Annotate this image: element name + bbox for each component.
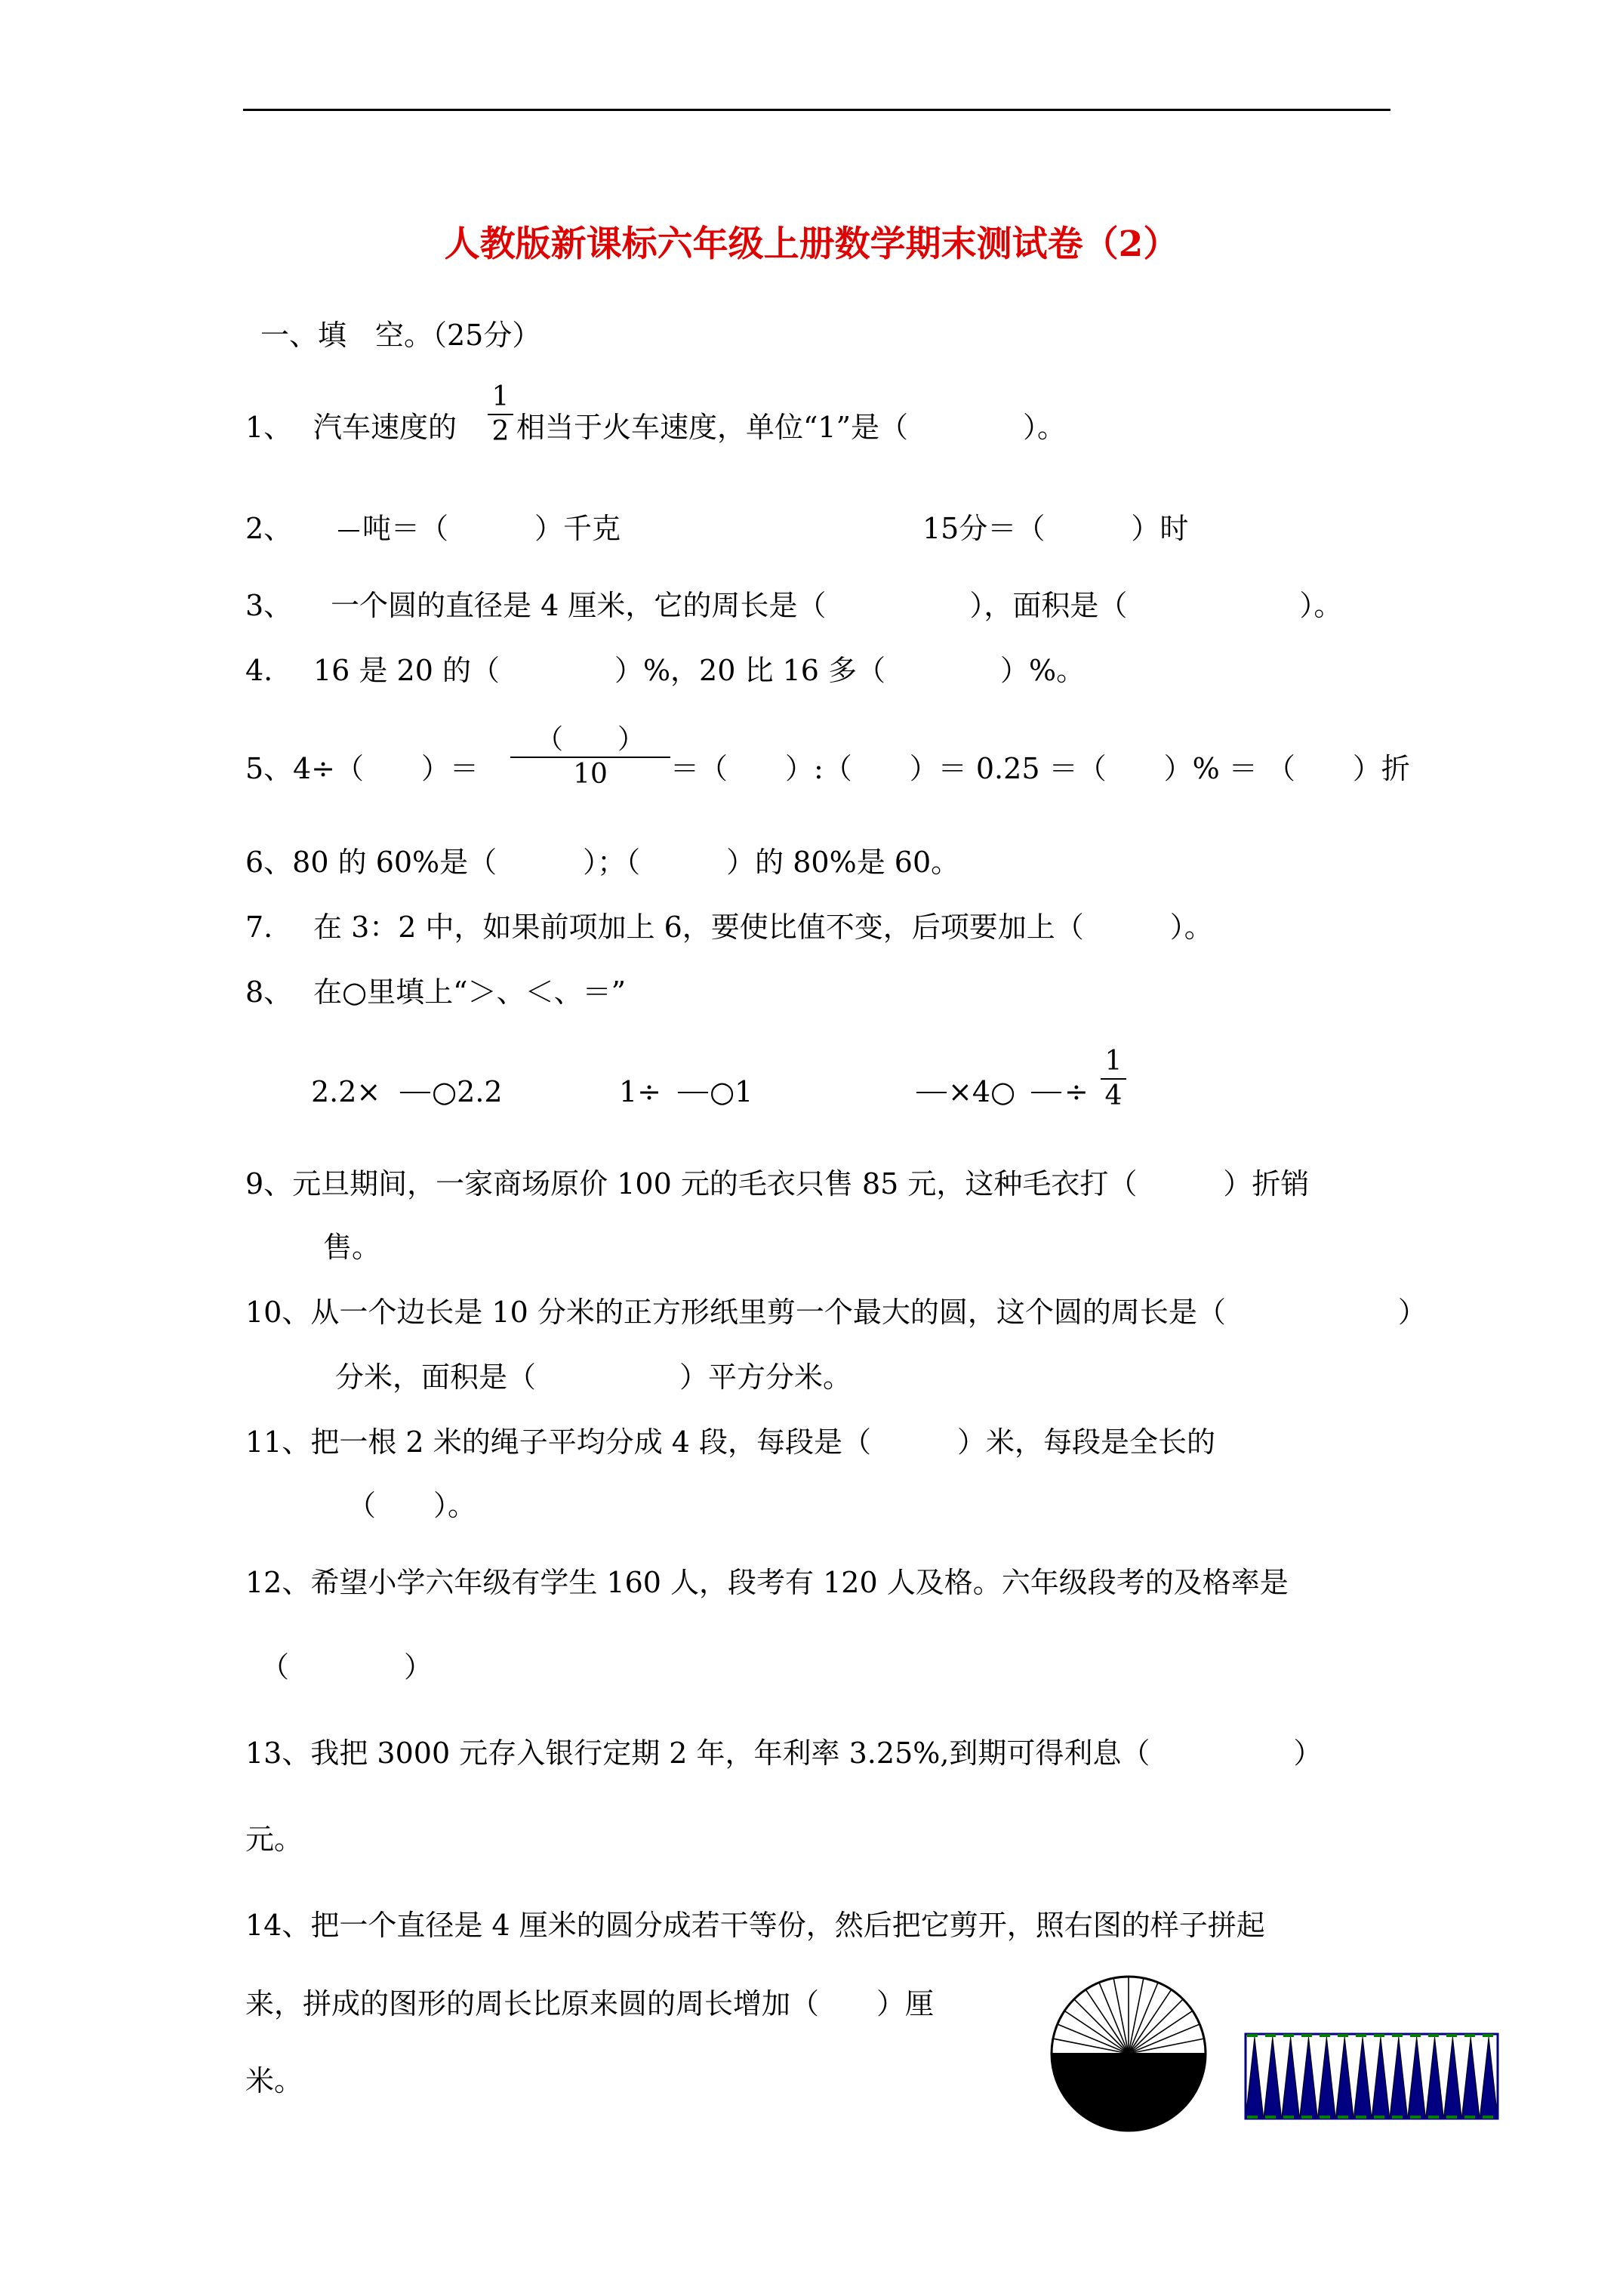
q1-fraction <box>488 382 513 447</box>
section-heading: 一、填 空。（25分） <box>260 319 541 352</box>
q8-fraction-numerator: 1 <box>1104 1046 1123 1077</box>
q8-expr1-blank <box>400 1092 430 1093</box>
q10-line1: 10、从一个边长是 10 分米的正方形纸里剪一个最大的圆，这个圆的周长是（ ） <box>245 1296 1427 1329</box>
q4-number: 4. <box>245 654 273 687</box>
sector-triangle <box>1335 2037 1354 2119</box>
q2-text-b: 15分＝（ ）时 <box>922 512 1189 545</box>
sector-triangle <box>1480 2037 1498 2119</box>
q14-line2: 来，拼成的图形的周长比原来圆的周长增加（ ）厘 <box>245 1987 935 2020</box>
rearranged-shape-diagram <box>1244 2031 1501 2125</box>
lower-half-filled <box>1052 2054 1206 2131</box>
q9-line1: 9、元旦期间，一家商场原价 100 元的毛衣只售 85 元，这种毛衣打（ ）折销 <box>245 1167 1310 1200</box>
sector-triangle <box>1246 2037 1264 2119</box>
q14-line3: 米。 <box>245 2064 303 2097</box>
sector-line <box>1074 1999 1129 2054</box>
q5-fraction <box>510 725 670 790</box>
fraction-bar <box>488 414 513 415</box>
q4-text: 16 是 20 的（ ）%，20 比 16 多（ ）%。 <box>313 654 1086 687</box>
q5-number: 5、 <box>245 752 293 785</box>
q12-line1: 12、希望小学六年级有学生 160 人，段考有 120 人及格。六年级段考的及格率是 <box>245 1566 1289 1599</box>
q2-number: 2、 <box>245 512 293 545</box>
q1-text-b: 相当于火车速度，单位“1”是（ ）。 <box>516 411 1067 444</box>
q1-text-a: 汽车速度的 <box>313 411 457 444</box>
q8-expr1-b: ○2.2 <box>432 1075 503 1108</box>
q1-fraction-denominator: 2 <box>491 416 510 447</box>
q5-fraction-numerator: （ ） <box>535 724 645 755</box>
q13-line1: 13、我把 3000 元存入银行定期 2 年，年利率 3.25%,到期可得利息（ ） <box>245 1737 1323 1770</box>
fraction-bar <box>510 757 670 758</box>
header-rule <box>243 109 1390 111</box>
sector-triangle <box>1426 2037 1444 2119</box>
q8-expr2-blank <box>678 1092 708 1093</box>
q13-line2: 元。 <box>245 1823 303 1856</box>
q5-fraction-denominator: 10 <box>573 759 608 790</box>
q3-text: 一个圆的直径是 4 厘米，它的周长是（ ），面积是（ ）。 <box>331 589 1343 622</box>
q7-text: 在 3：2 中，如果前项加上 6，要使比值不变，后项要加上（ ）。 <box>313 911 1213 944</box>
sector-triangle <box>1390 2037 1408 2119</box>
rearranged-sectors <box>1246 2037 1498 2119</box>
q8-expr3-c: ÷ <box>1064 1075 1089 1108</box>
q5-text-b: ＝（ ）:（ ）＝ 0.25 ＝（ ）% ＝ （ ）折 <box>670 752 1410 785</box>
q1-number: 1、 <box>245 411 293 444</box>
q2-text-a: 吨＝（ ）千克 <box>362 512 621 545</box>
q8-expr3-b: ×4○ <box>948 1075 1016 1108</box>
q8-fraction <box>1101 1046 1126 1111</box>
sector-triangle <box>1282 2037 1300 2119</box>
q8-expr3-blank1 <box>916 1092 947 1093</box>
page-title: 人教版新课标六年级上册数学期末测试卷（2） <box>444 223 1179 265</box>
fraction-bar <box>1101 1078 1126 1080</box>
sector-triangle <box>1372 2037 1390 2119</box>
q1-fraction-numerator: 1 <box>491 381 510 412</box>
divided-circle-diagram <box>1046 1971 1212 2137</box>
sector-triangle <box>1408 2037 1426 2119</box>
q2-blank-fraction <box>338 530 359 532</box>
q8-number: 8、 <box>245 975 293 1009</box>
q10-line2: 分米，面积是（ ）平方分米。 <box>335 1361 852 1394</box>
q8-expr3-blank2 <box>1031 1092 1061 1093</box>
q5-text-a: 4÷（ ）＝ <box>293 752 479 785</box>
sector-triangle <box>1461 2037 1480 2119</box>
q3-number: 3、 <box>245 589 293 622</box>
q7-number: 7. <box>245 911 273 944</box>
sector-line <box>1129 1999 1183 2054</box>
sector-lines <box>1053 1977 1204 2054</box>
q11-line1: 11、把一根 2 米的绳子平均分成 4 段，每段是（ ）米，每段是全长的 <box>245 1425 1216 1459</box>
q8-text: 在○里填上“＞、＜、＝” <box>313 975 627 1009</box>
q8-fraction-denominator: 4 <box>1104 1080 1123 1111</box>
sector-triangle <box>1317 2037 1335 2119</box>
q14-line1: 14、把一个直径是 4 厘米的圆分成若干等份，然后把它剪开，照右图的样子拼起 <box>245 1909 1265 1942</box>
sector-triangle <box>1443 2037 1461 2119</box>
q8-expr1-a: 2.2× <box>311 1075 381 1108</box>
q12-line2: （ ） <box>260 1650 433 1684</box>
q6-text: 6、80 的 60%是（ ）；（ ）的 80%是 60。 <box>245 846 960 879</box>
q8-expr2-b: ○1 <box>710 1075 753 1108</box>
sector-triangle <box>1354 2037 1372 2119</box>
q9-line2: 售。 <box>323 1231 381 1264</box>
q11-line2: （ ）。 <box>347 1489 477 1522</box>
sector-triangle <box>1300 2037 1318 2119</box>
q8-expr2-a: 1÷ <box>619 1075 662 1108</box>
sector-triangle <box>1264 2037 1282 2119</box>
